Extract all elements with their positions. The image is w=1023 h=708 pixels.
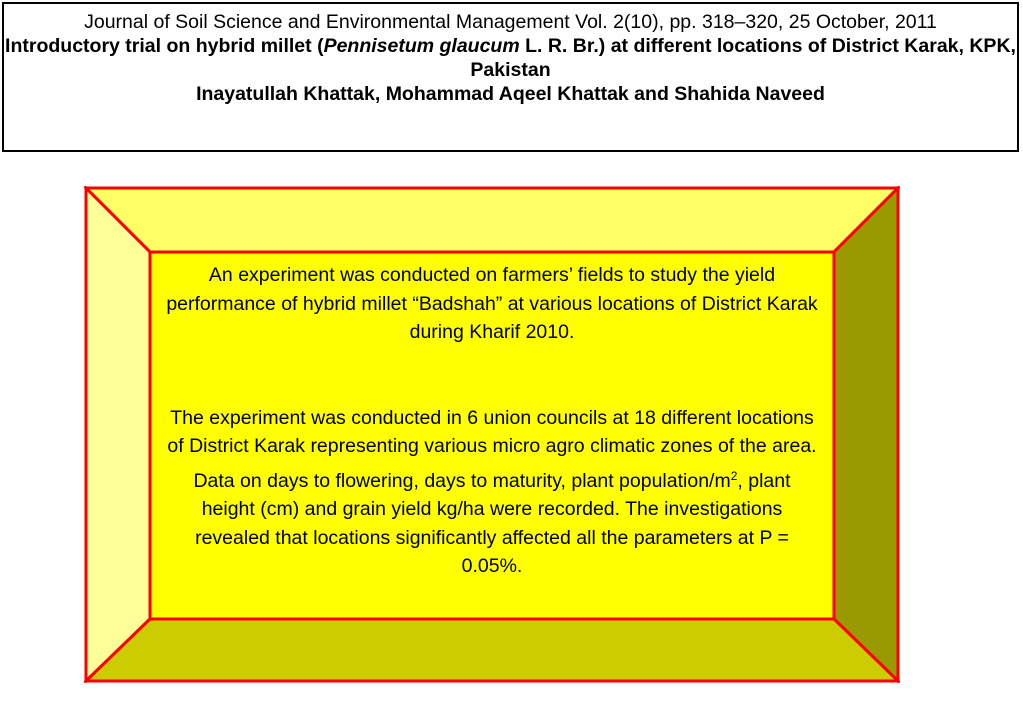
paragraph-experiment-intro: An experiment was conducted on farmers’ fields to study the yield performance of hybrid millet “Badshah” at various locations of District Karak during Kharif 2010. xyxy=(166,264,818,343)
superscript-two: 2 xyxy=(730,468,738,483)
paragraph-data-recorded xyxy=(166,467,818,581)
bevel-right xyxy=(834,188,898,681)
paper-title-suffix: L. R. Br.) at different locations of District Karak, KPK, Pakistan xyxy=(470,35,1016,81)
content-panel xyxy=(150,252,834,619)
paragraph-data-recorded-end: , plant height (cm) and grain yield kg/ha were recorded. The investigations revealed that locations significantly affected all the parameters at P = 0.05%. xyxy=(195,469,791,577)
paper-title xyxy=(4,34,1017,82)
paper-title-prefix: Introductory trial on hybrid millet ( xyxy=(5,35,324,57)
paragraph-union-councils: The experiment was conducted in 6 union councils at 18 different locations of District Karak representing various micro agro climatic zones of the area. xyxy=(167,406,817,457)
paper-authors: Inayatullah Khattak, Mohammad Aqeel Khattak and Shahida Naveed xyxy=(196,83,825,105)
journal-citation: Journal of Soil Science and Environmental Management Vol. 2(10), pp. 318–320, 25 October, 2011 xyxy=(84,11,937,33)
bevel-frame xyxy=(84,186,900,683)
paragraph-data-recorded-start: Data on days to flowering, days to maturity, plant population/m xyxy=(193,469,731,492)
bevel-top xyxy=(86,188,898,252)
header-box xyxy=(2,2,1019,152)
bevel-bottom xyxy=(86,619,898,681)
paper-title-species: Pennisetum glaucum xyxy=(323,35,520,57)
bevel-left xyxy=(86,188,150,681)
